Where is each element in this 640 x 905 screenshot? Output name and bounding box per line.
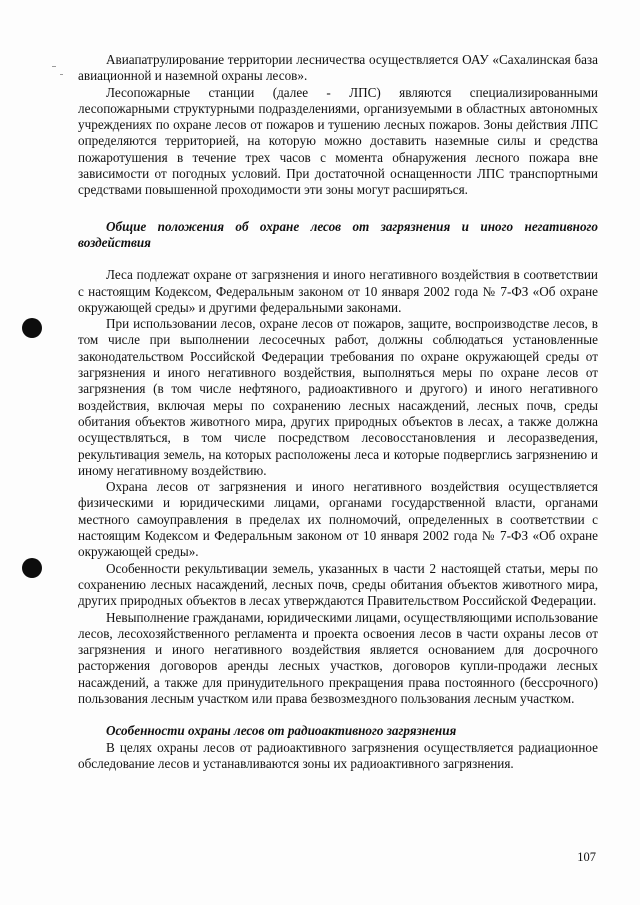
page-number: 107 (577, 850, 596, 864)
scan-speck (52, 66, 56, 67)
spacer (78, 199, 598, 219)
document-body (78, 52, 598, 772)
binder-punch-hole (22, 318, 42, 338)
paragraph: Леса подлежат охране от загрязнения и иного негативного воздействия в соответствии с настоящим Кодексом, Федеральным законом от 10 января 2002 года № 7-ФЗ «Об охране окружающей среды» и другими федеральными законами. (78, 267, 598, 315)
paragraph: Лесопожарные станции (далее - ЛПС) являются специализированными лесопожарными структурными подразделениями, организуемыми в областных автономных учреждениях по охране лесов от пожаров и тушению лесных пожаров. Зоны действия ЛПС определяются территорией, на которую можно доставить наземные силы и средства пожаротушения в течение трех часов с момента обнаружения лесного пожара вне зависимости от погодных условий. При достаточной оснащенности ЛПС транспортными средствами повышенной проходимости эти зоны могут расширяться. (78, 84, 598, 198)
paragraph: При использовании лесов, охране лесов от пожаров, защите, воспроизводстве лесов, в том числе при выполнении лесосечных работ, должны соблюдаться установленные законодательством Российской Федерации требования по охране окружающей среды от загрязнения и иного негативного воздействия, выполняться меры по охране лесов от загрязнения (в том числе нефтяного, радиоактивного и другого) и иного негативного воздействия, включая меры по сохранению лесных насаждений, лесных почв, среды обитания объектов животного мира, других природных объектов в лесах, а также должна осуществляться, в том числе посредством лесовосстановления и лесоразведения, рекультивация земель, на которых расположены леса и которые подверглись загрязнению и иному негативному воздействию. (78, 316, 598, 478)
section-heading: Особенности охраны лесов от радиоактивного загрязнения (106, 723, 457, 739)
binder-punch-hole (22, 558, 42, 578)
paragraph: Авиапатрулирование территории лесничества осуществляется ОАУ «Сахалинская база авиационной и наземной охраны лесов». (78, 52, 598, 84)
paragraph: Невыполнение гражданами, юридическими лицами, осуществляющими использование лесов, лесохозяйственного регламента и проекта освоения лесов в части охраны лесов от загрязнения и иного негативного воздействия является основанием для досрочного расторжения договоров аренды лесных участков, договоров купли-продажи лесных насаждений, а также для принудительного прекращения права постоянного (бессрочного) пользования лесным участком или права безвозмездного пользования лесным участком. (78, 609, 598, 706)
section-heading: Общие положения об охране лесов от загрязнения и иного негативного воздействия (78, 218, 598, 250)
spacer (78, 707, 598, 723)
paragraph: В целях охраны лесов от радиоактивного загрязнения осуществляется радиационное обследование лесов и устанавливаются зоны их радиоактивного загрязнения. (78, 739, 598, 771)
spacer (78, 251, 598, 267)
paragraph: Особенности рекультивации земель, указанных в части 2 настоящей статьи, меры по сохранению лесных насаждений, лесных почв, среды обитания объектов животного мира, других природных объектов в лесах утверждаются Правительством Российской Федерации. (78, 560, 598, 609)
scan-speck (60, 74, 63, 75)
paragraph: Охрана лесов от загрязнения и иного негативного воздействия осуществляется физическими и юридическими лицами, органами государственной власти, органами местного самоуправления в пределах их полномочий, определенных в соответствии с настоящим Кодексом и Федеральным законом от 10 января 2002 года № 7-ФЗ «Об охране окружающей среды». (78, 479, 598, 560)
